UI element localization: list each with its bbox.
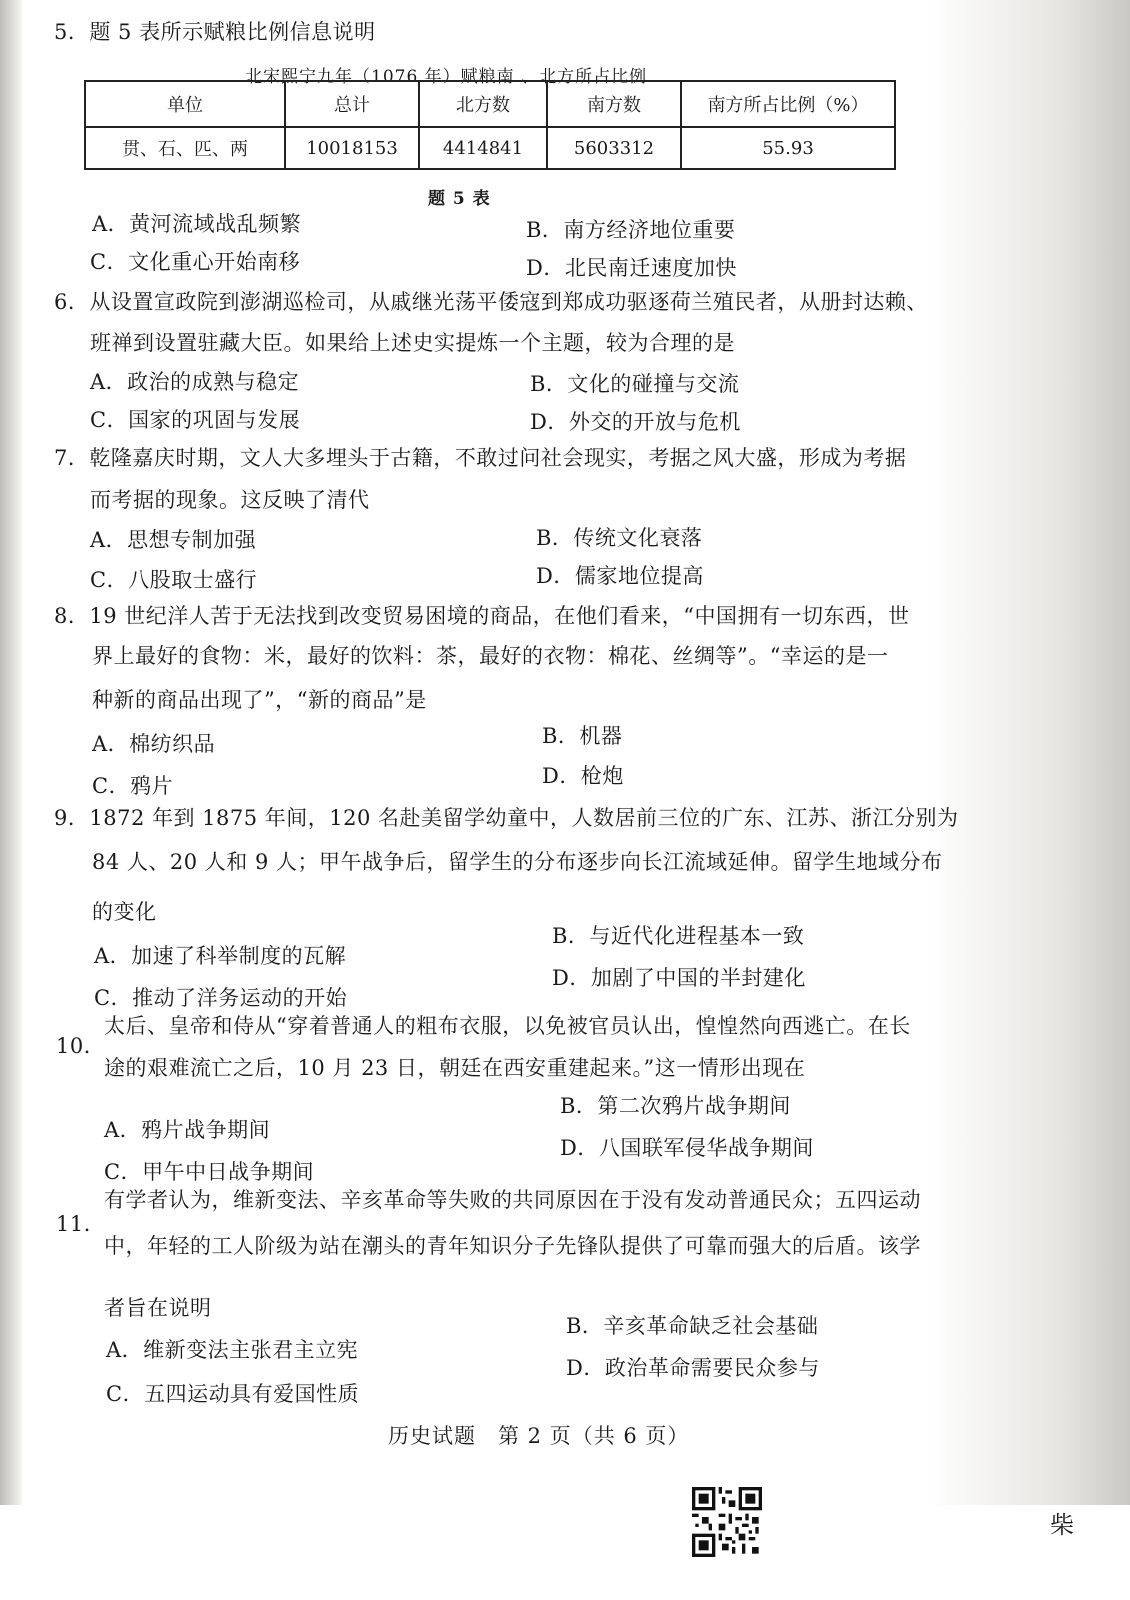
q5-stem: 5．题 5 表所示赋粮比例信息说明 xyxy=(54,20,376,44)
q11-option-a: A．维新变法主张君主立宪 xyxy=(106,1338,359,1362)
table-cell: 10018153 xyxy=(285,127,419,169)
q7-option-b: B．传统文化衰落 xyxy=(536,526,703,550)
q5-table-caption: 题 5 表 xyxy=(428,189,491,209)
q10-option-c: C．甲午中日战争期间 xyxy=(104,1160,315,1184)
q11-line-3: 者旨在说明 xyxy=(104,1296,212,1320)
page-footer: 历史试题 第 2 页（共 6 页） xyxy=(388,1424,690,1448)
q11-option-b: B．辛亥革命缺乏社会基础 xyxy=(566,1314,819,1338)
table-cell: 55.93 xyxy=(681,127,895,169)
q5-option-c: C．文化重心开始南移 xyxy=(90,250,301,274)
q6-option-b: B．文化的碰撞与交流 xyxy=(530,372,740,396)
q5-option-a: A．黄河流域战乱频繁 xyxy=(92,212,302,236)
q7-option-d: D．儒家地位提高 xyxy=(536,564,704,588)
table-header-cell: 单位 xyxy=(85,81,285,127)
q5-option-d: D．北民南迁速度加快 xyxy=(526,256,737,280)
q11-option-d: D．政治革命需要民众参与 xyxy=(566,1356,820,1380)
q7-option-a: A．思想专制加强 xyxy=(90,528,257,552)
q11-option-c: C．五四运动具有爱国性质 xyxy=(106,1382,360,1406)
table-header-cell: 北方数 xyxy=(419,81,547,127)
q8-option-b: B．机器 xyxy=(542,724,623,748)
q6-option-c: C．国家的巩固与发展 xyxy=(90,408,301,432)
q6-line-1: 6．从设置宣政院到澎湖巡检司，从戚继光荡平倭寇到郑成功驱逐荷兰殖民者，从册封达赖、 xyxy=(54,290,928,314)
q8-line-3: 种新的商品出现了”，“新的商品”是 xyxy=(92,688,427,712)
q9-line-1: 9．1872 年到 1875 年间，120 名赴美留学幼童中，人数居前三位的广东、江苏、浙江分别为 xyxy=(54,806,959,830)
table-cell: 贯、石、匹、两 xyxy=(85,127,285,169)
bottom-margin xyxy=(0,1505,1130,1600)
q10-option-b: B．第二次鸦片战争期间 xyxy=(560,1094,791,1118)
q9-option-a: A．加速了科举制度的瓦解 xyxy=(94,944,347,968)
table-header-cell: 总计 xyxy=(285,81,419,127)
q10-option-d: D．八国联军侵华战争期间 xyxy=(560,1136,814,1160)
q8-option-c: C．鸦片 xyxy=(92,774,174,798)
q10-line-2: 途的艰难流亡之后，10 月 23 日，朝廷在西安重建起来。”这一情形出现在 xyxy=(104,1056,806,1080)
q8-line-2: 界上最好的食物：米，最好的饮料：茶，最好的衣物：棉花、丝绸等”。“幸运的是一 xyxy=(92,644,889,668)
table-cell: 4414841 xyxy=(419,127,547,169)
q9-line-2: 84 人、20 人和 9 人；甲午战争后，留学生的分布逐步向长江流域延伸。留学生地域分布 xyxy=(92,850,943,874)
corner-mark: 柴 xyxy=(1050,1511,1074,1539)
q6-option-a: A．政治的成熟与稳定 xyxy=(90,370,300,394)
q11-line-2: 中，年轻的工人阶级为站在潮头的青年知识分子先锋队提供了可靠而强大的后盾。该学 xyxy=(104,1234,921,1258)
q10-option-a: A．鸦片战争期间 xyxy=(104,1118,271,1142)
qr-code-icon xyxy=(692,1487,762,1557)
q11-number: 11． xyxy=(56,1212,106,1236)
table-cell: 5603312 xyxy=(547,127,681,169)
q10-line-1: 太后、皇帝和侍从“穿着普通人的粗布衣服，以免被官员认出，惶惶然向西逃亡。在长 xyxy=(104,1014,911,1038)
q7-line-2: 而考据的现象。这反映了清代 xyxy=(90,488,370,512)
q5-option-b: B．南方经济地位重要 xyxy=(526,218,736,242)
q8-option-d: D．枪炮 xyxy=(542,764,624,788)
q5-table xyxy=(84,80,896,170)
q7-line-1: 7．乾隆嘉庆时期，文人大多埋头于古籍，不敢过问社会现实，考据之风大盛，形成为考据 xyxy=(54,446,907,470)
q5-table-title: 北宋熙宁九年（1076 年）赋粮南 、北方所占比例 xyxy=(245,67,648,87)
q7-option-c: C．八股取士盛行 xyxy=(90,568,258,592)
q8-line-1: 8．19 世纪洋人苦于无法找到改变贸易困境的商品，在他们看来，“中国拥有一切东西，世 xyxy=(54,604,910,628)
q9-option-c: C．推动了洋务运动的开始 xyxy=(94,986,348,1010)
q6-line-2: 班禅到设置驻藏大臣。如果给上述史实提炼一个主题，较为合理的是 xyxy=(90,331,735,355)
q6-option-d: D．外交的开放与危机 xyxy=(530,410,741,434)
table-header-cell: 南方数 xyxy=(547,81,681,127)
q8-option-a: A．棉纺织品 xyxy=(92,732,216,756)
scan-shadow-edge xyxy=(0,0,22,1600)
q9-option-d: D．加剧了中国的半封建化 xyxy=(552,966,806,990)
q11-line-1: 有学者认为，维新变法、辛亥革命等失败的共同原因在于没有发动普通民众；五四运动 xyxy=(104,1188,921,1212)
q9-option-b: B．与近代化进程基本一致 xyxy=(552,924,805,948)
q10-number: 10． xyxy=(56,1034,106,1058)
table-header-cell: 南方所占比例（%） xyxy=(681,81,895,127)
q9-line-3: 的变化 xyxy=(92,900,157,924)
